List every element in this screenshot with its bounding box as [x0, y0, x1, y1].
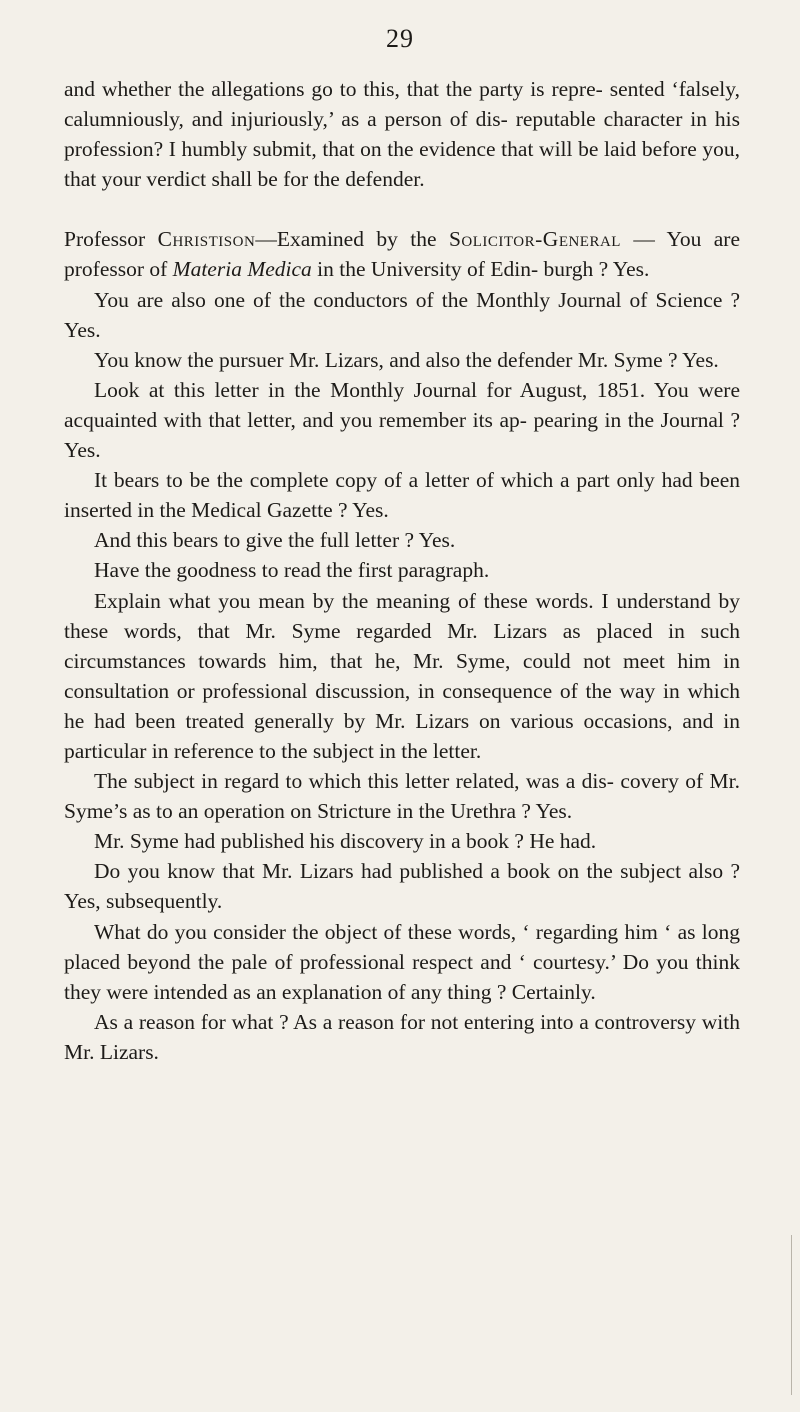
qa-paragraph: The subject in regard to which this letter related, was a dis- covery of Mr. Syme’s as to an operation on Stricture in the Urethra ? Yes. [64, 769, 740, 824]
page-edge-line [791, 1235, 792, 1395]
witness-name: Christison [157, 227, 256, 252]
examined-by-text: —Examined by the [255, 227, 449, 252]
page-number: 29 [386, 24, 414, 53]
qa-paragraph: As a reason for what ? As a reason for not entering into a controversy with Mr. Lizars. [64, 1009, 740, 1064]
qa-paragraph: Do you know that Mr. Lizars had published a book on the subject also ? Yes, subsequently. [64, 859, 740, 914]
qa-paragraph: You are also one of the conductors of the Monthly Journal of Science ? Yes. [64, 287, 740, 342]
qa-paragraph: Explain what you mean by the meaning of these words. I understand by these words, that Mr. Syme regarded Mr. Lizars as placed in such circumstances towards him, that he, Mr. Syme, could not meet him in consultation or professional discussion, in consequence of the way in which he had been treated generally by Mr. Lizars on various occasions, and in particular in reference to the subject in the letter. [64, 588, 740, 763]
body-text [64, 74, 740, 1067]
qa-paragraph: And this bears to give the full letter ? Yes. [94, 528, 456, 553]
qa-paragraph: It bears to be the complete copy of a letter of which a part only had been inserted in the Medical Gazette ? Yes. [64, 468, 740, 523]
qa-paragraph: What do you consider the object of these words, ‘ regarding him ‘ as long placed beyond the pale of professional respect and ‘ courtesy.’ Do you think they were intended as an explanation of any thing ? Certainly. [64, 919, 740, 1004]
witness-prefix: Professor [64, 227, 158, 252]
qa-paragraph: Mr. Syme had published his discovery in a book ? He had. [94, 829, 597, 854]
first-question-end: in the University of Edin- burgh ? Yes. [311, 257, 650, 282]
qa-paragraph: You know the pursuer Mr. Lizars, and also the defender Mr. Syme ? Yes. [94, 347, 719, 372]
materia-medica-term: Materia Medica [172, 257, 312, 282]
opening-paragraph: and whether the allegations go to this, that the party is repre- sented ‘falsely, calumniously, and injuriously,’ as a person of dis- reputable character in his profession? I humbly submit, that on the evidence that will be laid before you, that your verdict shall be for the defender. [64, 77, 740, 192]
qa-paragraph: Look at this letter in the Monthly Journal for August, 1851. You were acquainted with that letter, and you remember its ap- pearing in the Journal ? Yes. [64, 377, 740, 463]
first-question-start: — You are professor of [64, 227, 741, 282]
examiner-name: Solicitor-General [448, 227, 621, 252]
qa-paragraph: Have the goodness to read the first paragraph. [94, 558, 490, 583]
examination-heading-paragraph [64, 224, 740, 284]
